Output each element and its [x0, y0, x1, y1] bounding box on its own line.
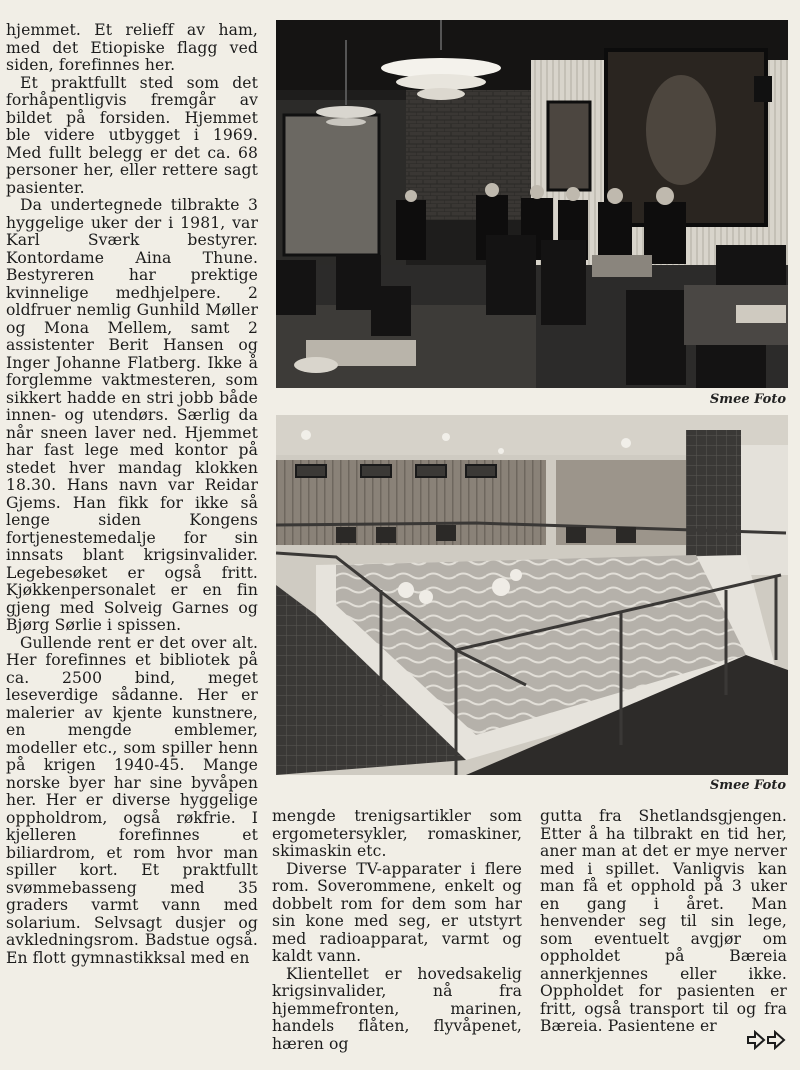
article-column-middle [272, 808, 522, 1053]
lounge-photo-illustration [276, 20, 788, 388]
swimming-pool-photo [276, 415, 788, 775]
continue-arrows [746, 1030, 786, 1050]
lounge-photo [276, 20, 788, 388]
swimming-pool-illustration [276, 415, 788, 775]
article-column-left [6, 22, 258, 967]
paragraph: mengde trenigsartikler som ergometersykler, romaskiner, skimaskin etc. [272, 807, 522, 860]
paragraph: hjemmet. Et relieff av ham, med det Etiopiske flagg ved siden, forefinnes her. [6, 21, 258, 74]
paragraph: Klientellet er hovedsakelig krigsinvalider, nå fra hjemmefronten, marinen, handels flåten, flyvåpenet, hæren og [272, 964, 522, 1053]
paragraph: gutta fra Shetlandsgjengen. Etter å ha tilbrakt en tid her, aner man at det er mye nerver med i spillet. Vanligvis kan man få et opphold på 3 uker en gang i året. Man henvender seg til sin lege, som eventuelt avgjør om oppholdet på Bæreia annerkjennes eller ikke. Oppholdet for pasienten er fritt, også transport til og fra Bæreia. Pasientene er [540, 807, 787, 1035]
photo-credit: Smee Foto [709, 392, 786, 407]
paragraph: Da undertegnede tilbrakte 3 hyggelige uker der i 1981, var Karl Sværk bestyrer. Kontordame Aina Thune. Bestyreren har prektige kvinnelige medhjelpere. 2 oldfruer nemlig Gunhild Møller og Mona Mellem, samt 2 assistenter Berit Hansen og Inger Johanne Flatberg. Ikke å forglemme vaktmesteren, som sikkert hadde en stri jobb både innen- og utendørs. Særlig da når sneen laver ned. Hjemmet har fast lege med kontor på stedet hver mandag klokken 18.30. Hans navn var Reidar Gjems. Han fikk for ikke så lenge siden Kongens fortjenestemedalje for sin innsats blant krigsinvalider. Legebesøket er også fritt. Kjøkkenpersonalet er en fin gjeng med Solveig Garnes og Bjørg Sørlie i spissen. [6, 196, 258, 634]
double-right-arrow-icon [746, 1030, 786, 1050]
photo-credit: Smee Foto [709, 778, 786, 793]
paragraph: Gullende rent er det over alt. Her forefinnes et bibliotek på ca. 2500 bind, meget leseverdige sådanne. Her er malerier av kjente kunstnere, en mengde emblemer, modeller etc., som spiller henn på krigen 1940-45. Mange norske byer har sine byvåpen her. Her er diverse hyggelige oppholdrom, også røkfrie. I kjelleren forefinnes et biliardrom, et rom hvor man spiller kort. Et praktfullt svømmebasseng med 35 graders varmt vann med solarium. Selvsagt dusjer og avkledningsrom. Badstue også. En flott gymnastikksal med en [6, 633, 258, 967]
paragraph: Et praktfullt sted som det forhåpentligvis fremgår av bildet på forsiden. Hjemmet ble videre utbygget i 1969. Med fullt belegg er det ca. 68 personer her, eller rettere sagt pasienter. [6, 73, 258, 197]
paragraph: Diverse TV-apparater i flere rom. Soverommene, enkelt og dobbelt rom for dem som har sin kone med seg, er utstyrt med radioapparat, varmt og kaldt vann. [272, 859, 522, 965]
article-column-right [540, 808, 787, 1036]
